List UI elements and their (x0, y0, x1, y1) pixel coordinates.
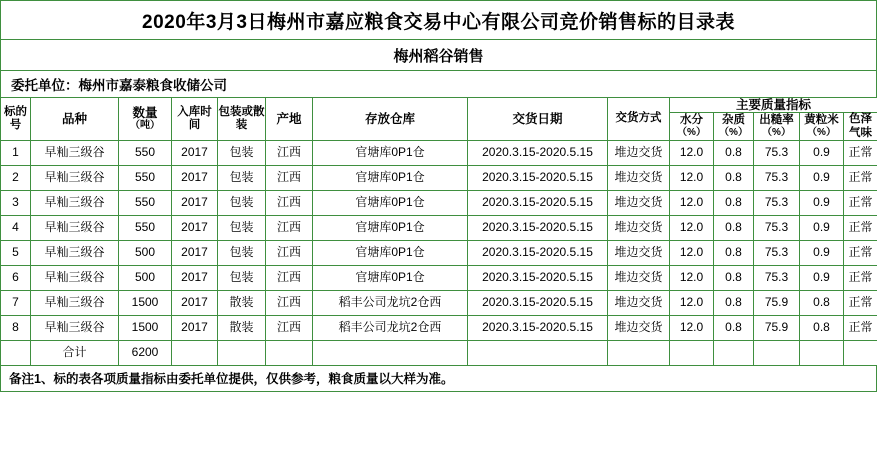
cell-packing: 包装 (218, 165, 266, 190)
cell-delivery-date: 2020.3.15-2020.5.15 (468, 265, 608, 290)
cell-variety: 早籼三级谷 (31, 240, 119, 265)
cell-delivery-method: 堆边交货 (608, 215, 670, 240)
cell-index: 1 (1, 140, 31, 165)
cell-quantity: 550 (119, 215, 172, 240)
cell-color-smell: 正常 (844, 265, 877, 290)
header-moisture (670, 113, 714, 140)
cell-yellow-rice: 0.9 (800, 165, 844, 190)
cell-delivery-method: 堆边交货 (608, 265, 670, 290)
cell-total-color-smell (844, 340, 877, 365)
cell-impurity: 0.8 (714, 290, 754, 315)
header-impurity-unit: （%） (719, 127, 748, 139)
cell-yellow-rice: 0.9 (800, 215, 844, 240)
header-delivery-method: 交货方式 (608, 98, 670, 141)
cell-warehouse: 官塘库0P1仓 (313, 140, 468, 165)
table-row (1, 165, 877, 190)
cell-delivery-method: 堆边交货 (608, 190, 670, 215)
cell-yellow-rice: 0.9 (800, 190, 844, 215)
header-impurity (714, 113, 754, 140)
cell-storage-time: 2017 (172, 265, 218, 290)
cell-storage-time: 2017 (172, 140, 218, 165)
cell-milled-rice-rate: 75.3 (754, 215, 800, 240)
cell-warehouse: 官塘库0P1仓 (313, 165, 468, 190)
cell-warehouse: 稻丰公司龙坑2仓西 (313, 315, 468, 340)
table-row (1, 190, 877, 215)
cell-packing: 包装 (218, 140, 266, 165)
cell-origin: 江西 (266, 315, 313, 340)
cell-yellow-rice: 0.9 (800, 265, 844, 290)
page-subtitle: 梅州稻谷销售 (393, 47, 484, 65)
cell-total-yellow-rice (800, 340, 844, 365)
header-yellow-rice-unit: （%） (807, 127, 836, 139)
cell-moisture: 12.0 (670, 240, 714, 265)
table-row (1, 140, 877, 165)
cell-variety: 早籼三级谷 (31, 315, 119, 340)
cell-moisture: 12.0 (670, 315, 714, 340)
cell-origin: 江西 (266, 190, 313, 215)
cell-delivery-method: 堆边交货 (608, 165, 670, 190)
cell-delivery-date: 2020.3.15-2020.5.15 (468, 315, 608, 340)
cell-color-smell: 正常 (844, 190, 877, 215)
cell-impurity: 0.8 (714, 240, 754, 265)
cell-origin: 江西 (266, 215, 313, 240)
cell-total-label: 合计 (31, 340, 119, 365)
cell-moisture: 12.0 (670, 165, 714, 190)
cell-total-milled-rice-rate (754, 340, 800, 365)
cell-quantity: 550 (119, 190, 172, 215)
cell-quantity: 500 (119, 265, 172, 290)
cell-packing: 散装 (218, 315, 266, 340)
cell-delivery-method: 堆边交货 (608, 290, 670, 315)
cell-total-quantity: 6200 (119, 340, 172, 365)
header-delivery-date: 交货日期 (468, 98, 608, 141)
cell-moisture: 12.0 (670, 265, 714, 290)
cell-milled-rice-rate: 75.3 (754, 265, 800, 290)
cell-index: 8 (1, 315, 31, 340)
cell-color-smell: 正常 (844, 215, 877, 240)
cell-color-smell: 正常 (844, 140, 877, 165)
cell-total-delivery-date (468, 340, 608, 365)
cell-packing: 包装 (218, 190, 266, 215)
cell-moisture: 12.0 (670, 290, 714, 315)
header-moisture-unit: （%） (677, 127, 706, 139)
cell-total-empty-index (1, 340, 31, 365)
cell-quantity: 500 (119, 240, 172, 265)
cell-variety: 早籼三级谷 (31, 165, 119, 190)
cell-warehouse: 稻丰公司龙坑2仓西 (313, 290, 468, 315)
cell-delivery-date: 2020.3.15-2020.5.15 (468, 240, 608, 265)
cell-origin: 江西 (266, 165, 313, 190)
cell-index: 2 (1, 165, 31, 190)
header-index: 标的号 (1, 98, 31, 141)
cell-origin: 江西 (266, 240, 313, 265)
cell-quantity: 1500 (119, 315, 172, 340)
cell-yellow-rice: 0.9 (800, 240, 844, 265)
cell-warehouse: 官塘库0P1仓 (313, 215, 468, 240)
cell-milled-rice-rate: 75.3 (754, 140, 800, 165)
cell-moisture: 12.0 (670, 140, 714, 165)
client-unit-bar (0, 70, 877, 97)
cell-index: 6 (1, 265, 31, 290)
cell-delivery-method: 堆边交货 (608, 240, 670, 265)
cell-index: 3 (1, 190, 31, 215)
footer-note-bar (0, 366, 877, 392)
cell-quantity: 1500 (119, 290, 172, 315)
cell-yellow-rice: 0.9 (800, 140, 844, 165)
table-body (1, 140, 877, 365)
cell-variety: 早籼三级谷 (31, 290, 119, 315)
cell-index: 7 (1, 290, 31, 315)
header-warehouse: 存放仓库 (313, 98, 468, 141)
cell-warehouse: 官塘库0P1仓 (313, 190, 468, 215)
header-moisture-label: 水分 (680, 114, 703, 127)
cell-delivery-method: 堆边交货 (608, 315, 670, 340)
cell-variety: 早籼三级谷 (31, 190, 119, 215)
cell-milled-rice-rate: 75.9 (754, 315, 800, 340)
cell-origin: 江西 (266, 140, 313, 165)
cell-delivery-date: 2020.3.15-2020.5.15 (468, 215, 608, 240)
cell-packing: 包装 (218, 215, 266, 240)
cell-total-packing (218, 340, 266, 365)
footer-note: 备注1、标的表各项质量指标由委托单位提供，仅供参考，粮食质量以大样为准。 (9, 372, 454, 387)
client-unit-label: 委托单位：梅州市嘉泰粮食收储公司 (11, 78, 227, 93)
cell-packing: 包装 (218, 240, 266, 265)
cell-color-smell: 正常 (844, 290, 877, 315)
cell-index: 5 (1, 240, 31, 265)
cell-delivery-date: 2020.3.15-2020.5.15 (468, 190, 608, 215)
cell-total-origin (266, 340, 313, 365)
header-storage-time: 入库时间 (172, 98, 218, 141)
listing-table (0, 97, 877, 366)
header-quality-group: 主要质量指标 (670, 98, 877, 113)
cell-storage-time: 2017 (172, 190, 218, 215)
table-header-row-1 (1, 98, 877, 113)
cell-packing: 包装 (218, 265, 266, 290)
cell-storage-time: 2017 (172, 240, 218, 265)
cell-storage-time: 2017 (172, 290, 218, 315)
cell-index: 4 (1, 215, 31, 240)
header-milled-rice-rate-unit: （%） (762, 127, 791, 139)
document-title-bar (0, 0, 877, 39)
table-row (1, 315, 877, 340)
cell-yellow-rice: 0.8 (800, 315, 844, 340)
cell-quantity: 550 (119, 140, 172, 165)
cell-total-delivery-method (608, 340, 670, 365)
cell-impurity: 0.8 (714, 315, 754, 340)
cell-variety: 早籼三级谷 (31, 215, 119, 240)
cell-moisture: 12.0 (670, 190, 714, 215)
header-quantity-unit: （吨） (130, 120, 160, 132)
cell-color-smell: 正常 (844, 240, 877, 265)
header-quantity-label: 数量 (132, 105, 158, 120)
table-total-row (1, 340, 877, 365)
cell-origin: 江西 (266, 290, 313, 315)
cell-yellow-rice: 0.8 (800, 290, 844, 315)
cell-total-warehouse (313, 340, 468, 365)
cell-total-moisture (670, 340, 714, 365)
cell-milled-rice-rate: 75.3 (754, 190, 800, 215)
cell-impurity: 0.8 (714, 190, 754, 215)
table-row (1, 265, 877, 290)
cell-storage-time: 2017 (172, 215, 218, 240)
table-row (1, 290, 877, 315)
table-row (1, 240, 877, 265)
header-packing: 包装或散装 (218, 98, 266, 141)
cell-warehouse: 官塘库0P1仓 (313, 240, 468, 265)
cell-color-smell: 正常 (844, 165, 877, 190)
cell-impurity: 0.8 (714, 265, 754, 290)
cell-total-impurity (714, 340, 754, 365)
cell-total-storage-time (172, 340, 218, 365)
table-header (1, 98, 877, 141)
cell-milled-rice-rate: 75.9 (754, 290, 800, 315)
header-milled-rice-rate (754, 113, 800, 140)
cell-warehouse: 官塘库0P1仓 (313, 265, 468, 290)
cell-delivery-method: 堆边交货 (608, 140, 670, 165)
cell-origin: 江西 (266, 265, 313, 290)
header-yellow-rice (800, 113, 844, 140)
cell-color-smell: 正常 (844, 315, 877, 340)
header-impurity-label: 杂质 (722, 114, 745, 127)
cell-storage-time: 2017 (172, 315, 218, 340)
page-title: 2020年3月3日梅州市嘉应粮食交易中心有限公司竞价销售标的目录表 (142, 11, 735, 33)
header-quantity (119, 98, 172, 141)
cell-milled-rice-rate: 75.3 (754, 240, 800, 265)
cell-delivery-date: 2020.3.15-2020.5.15 (468, 165, 608, 190)
cell-quantity: 550 (119, 165, 172, 190)
cell-moisture: 12.0 (670, 215, 714, 240)
table-row (1, 215, 877, 240)
cell-storage-time: 2017 (172, 165, 218, 190)
cell-variety: 早籼三级谷 (31, 265, 119, 290)
header-origin: 产地 (266, 98, 313, 141)
cell-variety: 早籼三级谷 (31, 140, 119, 165)
header-variety: 品种 (31, 98, 119, 141)
cell-delivery-date: 2020.3.15-2020.5.15 (468, 140, 608, 165)
header-color-smell: 色泽气味 (844, 113, 877, 140)
document-subtitle-bar (0, 39, 877, 70)
header-yellow-rice-label: 黄粒米 (804, 114, 839, 127)
cell-impurity: 0.8 (714, 140, 754, 165)
header-milled-rice-rate-label: 出糙率 (759, 114, 794, 127)
cell-milled-rice-rate: 75.3 (754, 165, 800, 190)
cell-packing: 散装 (218, 290, 266, 315)
cell-impurity: 0.8 (714, 165, 754, 190)
cell-impurity: 0.8 (714, 215, 754, 240)
cell-delivery-date: 2020.3.15-2020.5.15 (468, 290, 608, 315)
